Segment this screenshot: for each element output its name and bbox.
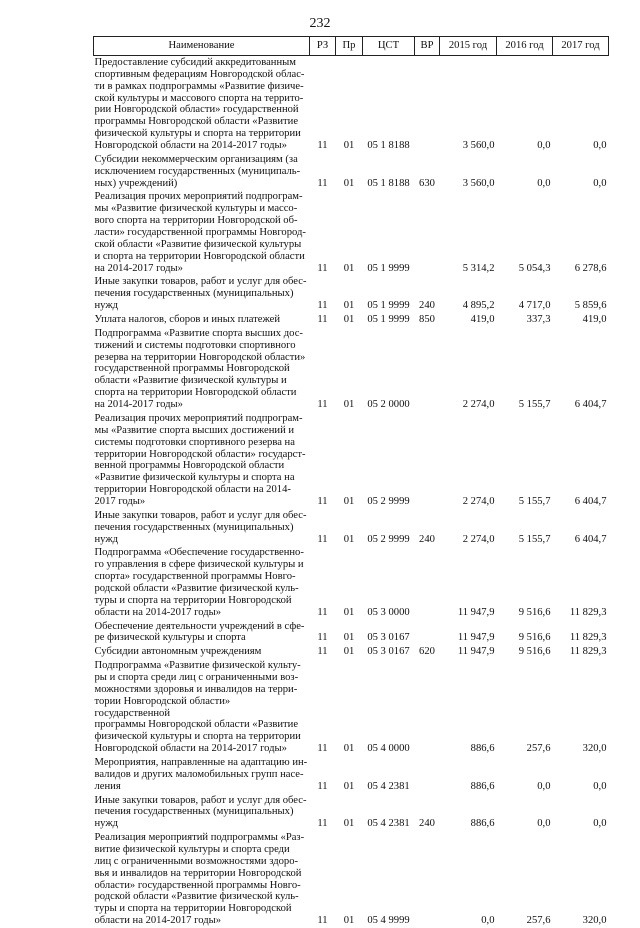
cell-name: Уплата налогов, сборов и иных платежей bbox=[94, 314, 281, 326]
table-row bbox=[94, 794, 609, 832]
cell-pr: 01 bbox=[343, 177, 355, 189]
cell-rz: 11 bbox=[317, 646, 328, 658]
cell-cst: 05 2 9999 bbox=[367, 495, 410, 507]
cell-rz: 11 bbox=[317, 780, 328, 792]
cell-pr: 01 bbox=[343, 818, 355, 830]
cell-cst: 05 1 9999 bbox=[367, 314, 410, 326]
cell-2015: 4 895,2 bbox=[462, 300, 495, 312]
cell-2015: 5 314,2 bbox=[462, 262, 495, 274]
cell-rz: 11 bbox=[317, 818, 328, 830]
cell-2015: 11 947,9 bbox=[457, 646, 495, 658]
cell-cst: 05 2 9999 bbox=[367, 533, 410, 545]
cell-cst: 05 1 9999 bbox=[367, 262, 410, 274]
header-vr: ВР bbox=[415, 37, 440, 56]
cell-cst: 05 3 0167 bbox=[367, 632, 410, 644]
cell-pr: 01 bbox=[343, 743, 355, 755]
cell-pr: 01 bbox=[343, 780, 355, 792]
cell-cst: 05 1 8188 bbox=[367, 177, 410, 189]
header-pr: Пр bbox=[336, 37, 363, 56]
cell-2016: 0,0 bbox=[537, 177, 551, 189]
cell-pr: 01 bbox=[343, 606, 355, 618]
cell-2017: 0,0 bbox=[593, 818, 607, 830]
cell-2016: 9 516,6 bbox=[518, 632, 551, 644]
cell-rz: 11 bbox=[317, 177, 328, 189]
cell-rz: 11 bbox=[317, 632, 328, 644]
table-row bbox=[94, 190, 609, 275]
cell-2017: 0,0 bbox=[593, 780, 607, 792]
cell-rz: 11 bbox=[317, 314, 328, 326]
cell-cst: 05 4 9999 bbox=[367, 915, 410, 927]
cell-name: Субсидии некоммерческим организациям (за исключением государственных (муниципаль- ных) учреждений) bbox=[94, 153, 301, 189]
header-2016: 2016 год bbox=[497, 37, 553, 56]
cell-2016: 9 516,6 bbox=[518, 646, 551, 658]
cell-2017: 11 829,3 bbox=[569, 606, 607, 618]
cell-2015: 3 560,0 bbox=[462, 140, 495, 152]
cell-2015: 2 274,0 bbox=[462, 533, 495, 545]
cell-pr: 01 bbox=[343, 915, 355, 927]
cell-2017: 320,0 bbox=[582, 743, 607, 755]
cell-vr bbox=[415, 190, 440, 275]
cell-vr bbox=[415, 412, 440, 509]
cell-pr: 01 bbox=[343, 140, 355, 152]
cell-2017: 419,0 bbox=[582, 314, 607, 326]
cell-2015: 2 274,0 bbox=[462, 495, 495, 507]
cell-2015: 11 947,9 bbox=[457, 632, 495, 644]
cell-2016: 257,6 bbox=[526, 915, 551, 927]
cell-pr: 01 bbox=[343, 646, 355, 658]
cell-rz: 11 bbox=[317, 495, 328, 507]
cell-rz: 11 bbox=[317, 399, 328, 411]
cell-2017: 320,0 bbox=[582, 915, 607, 927]
cell-pr: 01 bbox=[343, 314, 355, 326]
cell-name: Иные закупки товаров, работ и услуг для обес- печения государственных (муниципальных) нужд bbox=[94, 794, 307, 830]
cell-rz: 11 bbox=[317, 300, 328, 312]
cell-pr: 01 bbox=[343, 495, 355, 507]
cell-rz: 11 bbox=[317, 262, 328, 274]
cell-pr: 01 bbox=[343, 399, 355, 411]
cell-2016: 337,3 bbox=[526, 314, 551, 326]
table-row bbox=[94, 412, 609, 509]
cell-2016: 5 155,7 bbox=[518, 399, 551, 411]
cell-vr: 620 bbox=[419, 646, 435, 658]
cell-2016: 0,0 bbox=[537, 140, 551, 152]
cell-cst: 05 1 8188 bbox=[367, 140, 410, 152]
cell-vr bbox=[415, 546, 440, 619]
cell-2016: 257,6 bbox=[526, 743, 551, 755]
cell-vr bbox=[415, 620, 440, 646]
cell-name: Подпрограмма «Обеспечение государственно- го управления в сфере физической культуры и спорта» государственной программы Новго- родской области «Развитие физической куль- туры и спорта на территории Новгородской области на 2014-2017 годы» bbox=[94, 547, 304, 618]
cell-cst: 05 3 0000 bbox=[367, 606, 410, 618]
table-row bbox=[94, 56, 609, 153]
cell-name: Иные закупки товаров, работ и услуг для обес- печения государственных (муниципальных) нужд bbox=[94, 509, 307, 545]
cell-name: Подпрограмма «Развитие спорта высших дос- тижений и системы подготовки спортивного резерва на территории Новгородской области» государственной программы Новгородской области «Развитие физической культуры и спорта на территории Новгородской области на 2014-2017 годы» bbox=[94, 327, 306, 411]
cell-cst: 05 4 0000 bbox=[367, 743, 410, 755]
table-row bbox=[94, 313, 609, 327]
cell-vr: 240 bbox=[419, 300, 435, 312]
cell-2017: 6 278,6 bbox=[574, 262, 607, 274]
header-cst: ЦСТ bbox=[363, 37, 415, 56]
cell-2017: 6 404,7 bbox=[574, 495, 607, 507]
cell-2017: 11 829,3 bbox=[569, 632, 607, 644]
cell-2015: 0,0 bbox=[481, 915, 495, 927]
cell-2015: 886,6 bbox=[470, 743, 495, 755]
cell-vr: 850 bbox=[419, 314, 435, 326]
table-row bbox=[94, 645, 609, 659]
cell-2015: 2 274,0 bbox=[462, 399, 495, 411]
cell-cst: 05 4 2381 bbox=[367, 780, 410, 792]
cell-name: Мероприятия, направленные на адаптацию ин- валидов и других маломобильных групп насе- ления bbox=[94, 756, 308, 792]
cell-name: Реализация мероприятий подпрограммы «Раз- витие физической культуры и спорта среди лиц с ограниченными возможностями здоро- вья и инвалидов на территории Новгородской области» государственной программы Новго- родской области «Развитие физической куль- туры и спорта на территории Новгородской области на 2014-2017 годы» bbox=[94, 832, 305, 927]
cell-2015: 11 947,9 bbox=[457, 606, 495, 618]
cell-vr bbox=[415, 327, 440, 412]
cell-vr: 630 bbox=[419, 177, 435, 189]
cell-2015: 886,6 bbox=[470, 818, 495, 830]
header-2017: 2017 год bbox=[553, 37, 609, 56]
cell-pr: 01 bbox=[343, 533, 355, 545]
cell-vr bbox=[415, 756, 440, 794]
cell-2017: 6 404,7 bbox=[574, 399, 607, 411]
cell-2015: 3 560,0 bbox=[462, 177, 495, 189]
header-2015: 2015 год bbox=[440, 37, 497, 56]
cell-name: Подпрограмма «Развитие физической культу- ры и спорта среди лиц с ограниченными воз- можностями здоровья и инвалидов на терри- тории Новгородской области» государственной программы Новгородской области «Развитие физической культуры и спорта на территории Новгородской области на 2014-2017 годы» bbox=[94, 660, 301, 755]
cell-vr: 240 bbox=[419, 818, 435, 830]
cell-2017: 5 859,6 bbox=[574, 300, 607, 312]
cell-name: Иные закупки товаров, работ и услуг для обес- печения государственных (муниципальных) нужд bbox=[94, 276, 307, 312]
table-header-row bbox=[94, 37, 609, 56]
cell-2016: 9 516,6 bbox=[518, 606, 551, 618]
cell-rz: 11 bbox=[317, 743, 328, 755]
cell-pr: 01 bbox=[343, 300, 355, 312]
table-row bbox=[94, 509, 609, 547]
cell-name: Субсидии автономным учреждениям bbox=[94, 646, 262, 658]
budget-table bbox=[93, 36, 609, 928]
table-row bbox=[94, 275, 609, 313]
header-name: Наименование bbox=[94, 37, 310, 56]
cell-cst: 05 2 0000 bbox=[367, 399, 410, 411]
table-row bbox=[94, 153, 609, 191]
cell-pr: 01 bbox=[343, 262, 355, 274]
cell-name: Предоставление субсидий аккредитованным спортивным федерациям Новгородской облас- ти в рамках подпрограммы «Развитие физиче- ской культуры и массового спорта на террито- рии Новгородской области» государственной программы Новгородской области «Развитие физической культуры и спорта на территории Новгородской области на 2014-2017 годы» bbox=[94, 57, 305, 152]
table-row bbox=[94, 546, 609, 619]
cell-name: Реализация прочих мероприятий подпрограм- мы «Развитие физической культуры и массо- вого спорта на территории Новгородской об- ласти» государственной программы Новгород- ской области «Развитие физической культуры и спорта на территории Новгородской области на 2014-2017 годы» bbox=[94, 191, 306, 274]
cell-pr: 01 bbox=[343, 632, 355, 644]
cell-vr bbox=[415, 659, 440, 756]
cell-2015: 886,6 bbox=[470, 780, 495, 792]
cell-2017: 11 829,3 bbox=[569, 646, 607, 658]
header-rz: РЗ bbox=[310, 37, 336, 56]
cell-rz: 11 bbox=[317, 606, 328, 618]
cell-2017: 0,0 bbox=[593, 140, 607, 152]
cell-vr: 240 bbox=[419, 533, 435, 545]
cell-cst: 05 4 2381 bbox=[367, 818, 410, 830]
page-number: 232 bbox=[309, 16, 331, 31]
cell-vr bbox=[415, 56, 440, 153]
cell-rz: 11 bbox=[317, 533, 328, 545]
cell-cst: 05 3 0167 bbox=[367, 646, 410, 658]
cell-2017: 0,0 bbox=[593, 177, 607, 189]
cell-vr bbox=[415, 831, 440, 928]
cell-name: Реализация прочих мероприятий подпрограм- мы «Развитие спорта высших достижений и системы подготовки спортивного резерва на территории Новгородской области» государст- венной программы Новгородской области «Развитие физической культуры и спорта на территории Новгородской области на 2014- 2017 годы» bbox=[94, 412, 306, 507]
table-row bbox=[94, 620, 609, 646]
cell-rz: 11 bbox=[317, 140, 328, 152]
table-row bbox=[94, 756, 609, 794]
cell-2016: 5 155,7 bbox=[518, 533, 551, 545]
cell-2016: 0,0 bbox=[537, 818, 551, 830]
table-row bbox=[94, 327, 609, 412]
cell-cst: 05 1 9999 bbox=[367, 300, 410, 312]
table-row bbox=[94, 831, 609, 928]
cell-2016: 5 054,3 bbox=[518, 262, 551, 274]
cell-2016: 0,0 bbox=[537, 780, 551, 792]
cell-2015: 419,0 bbox=[470, 314, 495, 326]
cell-2016: 5 155,7 bbox=[518, 495, 551, 507]
cell-rz: 11 bbox=[317, 915, 328, 927]
cell-name: Обеспечение деятельности учреждений в сфе- ре физической культуры и спорта bbox=[94, 620, 305, 644]
cell-2017: 6 404,7 bbox=[574, 533, 607, 545]
table-row bbox=[94, 659, 609, 756]
cell-2016: 4 717,0 bbox=[518, 300, 551, 312]
